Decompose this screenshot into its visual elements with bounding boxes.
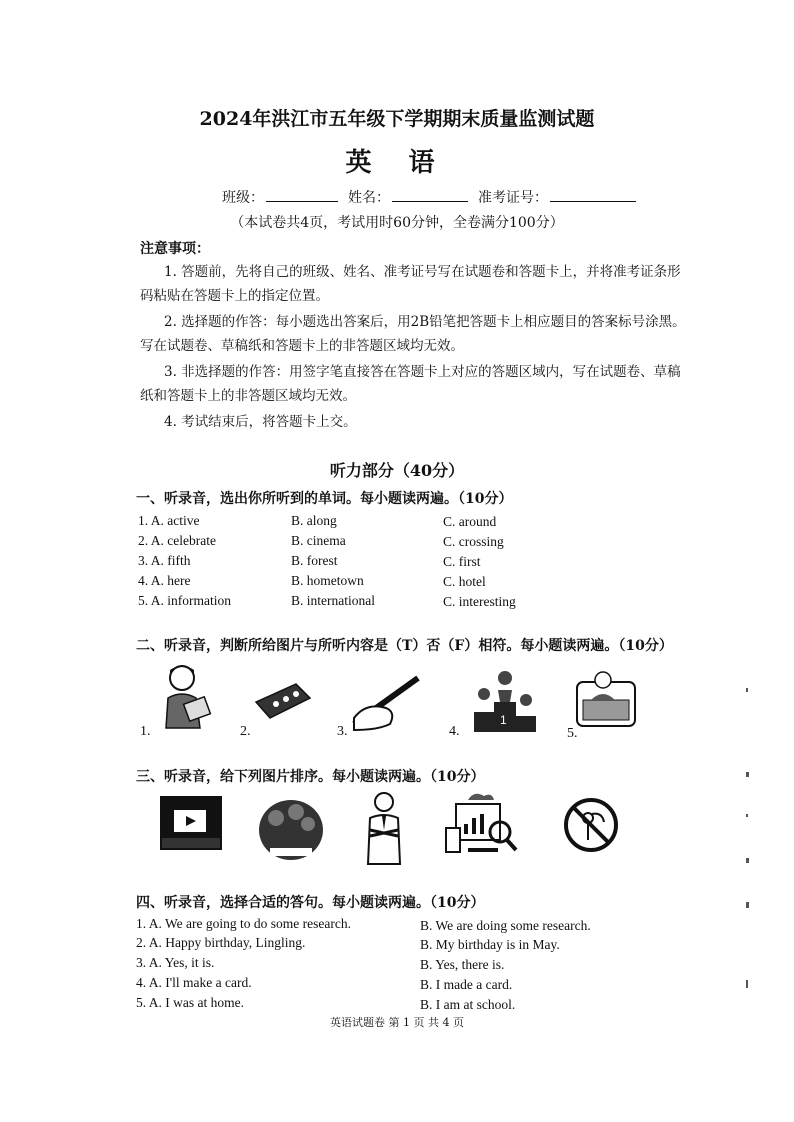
sports-podium-picture (462, 662, 546, 736)
pic-label-4: 4. (449, 724, 460, 739)
option-2a: 2. A. celebrate (138, 533, 216, 548)
option-3b: B. forest (291, 553, 338, 568)
option-5a: 5. A. information (138, 593, 231, 608)
name-blank[interactable] (392, 187, 468, 202)
reply-2a: 2. A. Happy birthday, Lingling. (136, 935, 306, 950)
part4-heading: 四、听录音，选择合适的答句。每小题读两遍。（10分） (136, 895, 485, 911)
class-label: 班级： (222, 190, 264, 206)
option-4a: 4. A. here (138, 573, 191, 588)
notice-heading: 注意事项： (140, 241, 210, 257)
reply-1b: B. We are doing some research. (420, 918, 591, 933)
pic-label-3: 3. (337, 724, 348, 739)
page-footer: 英语试题卷 第 1 页 共 4 页 (330, 1016, 464, 1029)
pic-label-5: 5. (567, 726, 578, 741)
class-blank[interactable] (266, 187, 338, 202)
reply-5a: 5. A. I was at home. (136, 995, 244, 1010)
option-3a: 3. A. fifth (138, 553, 191, 568)
notice-item: 2. 选择题的作答：每小题选出答案后，用2B铅笔把答题卡上相应题目的答案标号涂黑。写在试题卷、草稿纸和答题卡上的非答题区域均无效。 (140, 314, 686, 354)
reply-4b: B. I made a card. (420, 977, 513, 992)
option-4b: B. hometown (291, 573, 364, 588)
boy-reading-picture (156, 660, 216, 730)
old-man-armchair-picture (573, 664, 639, 730)
part3-heading: 三、听录音，给下列图片排序。每小题读两遍。（10分） (136, 769, 485, 785)
option-4c: C. hotel (443, 574, 486, 589)
part1-heading: 一、听录音，选出你所听到的单词。每小题读两遍。（10分） (136, 491, 513, 507)
cinema-screen-picture (160, 796, 222, 850)
option-5b: B. international (291, 593, 375, 608)
research-computer-picture (444, 790, 520, 862)
reply-2b: B. My birthday is in May. (420, 937, 560, 952)
exam-title: 2024年洪江市五年级下学期期末质量监测试题 (199, 108, 595, 130)
hand-stick-picture (352, 672, 424, 732)
svg-text:1: 1 (500, 713, 507, 727)
reply-3a: 3. A. Yes, it is. (136, 955, 215, 970)
option-5c: C. interesting (443, 594, 516, 609)
part2-heading: 二、听录音，判断所给图片与所听内容是（T）否（F）相符。每小题读两遍。（10分） (136, 638, 673, 654)
option-2b: B. cinema (291, 533, 346, 548)
scan-edge-marks (742, 680, 754, 1000)
exam-no-blank[interactable] (550, 187, 636, 202)
option-1c: C. around (443, 514, 497, 529)
name-label: 姓名： (348, 190, 390, 206)
reply-4a: 4. A. I'll make a card. (136, 975, 252, 990)
subject-title: 英 语 (345, 148, 449, 178)
notice-item: 1. 答题前，先将自己的班级、姓名、准考证号写在试题卷和答题卡上，并将准考证条形码粘贴在答题卡上的指定位置。 (140, 264, 681, 304)
option-3c: C. first (443, 554, 481, 569)
option-2c: C. crossing (443, 534, 504, 549)
student-info-line (222, 187, 646, 207)
notice-item: 3. 非选择题的作答：用签字笔直接答在答题卡上对应的答题区域内，写在试题卷、草稿纸和答题卡上的非答题区域均无效。 (140, 364, 681, 404)
exam-note: （本试卷共4页，考试用时60分钟，全卷满分100分） (230, 215, 564, 231)
pic-label-1: 1. (140, 724, 151, 739)
pic-label-2: 2. (240, 724, 251, 739)
toy-keyboard-picture (252, 680, 314, 722)
reply-5b: B. I am at school. (420, 997, 516, 1012)
no-flower-picking-sign (562, 796, 620, 854)
reply-1a: 1. A. We are going to do some research. (136, 916, 351, 931)
exam-no-label: 准考证号： (478, 190, 548, 206)
party-group-picture (256, 794, 326, 862)
option-1a: 1. A. active (138, 513, 200, 528)
option-1b: B. along (291, 513, 337, 528)
notice-item: 4. 考试结束后，将答题卡上交。 (164, 414, 357, 430)
listening-heading: 听力部分（40分） (329, 461, 465, 480)
reply-3b: B. Yes, there is. (420, 957, 505, 972)
man-crossed-arms-picture (364, 790, 404, 866)
